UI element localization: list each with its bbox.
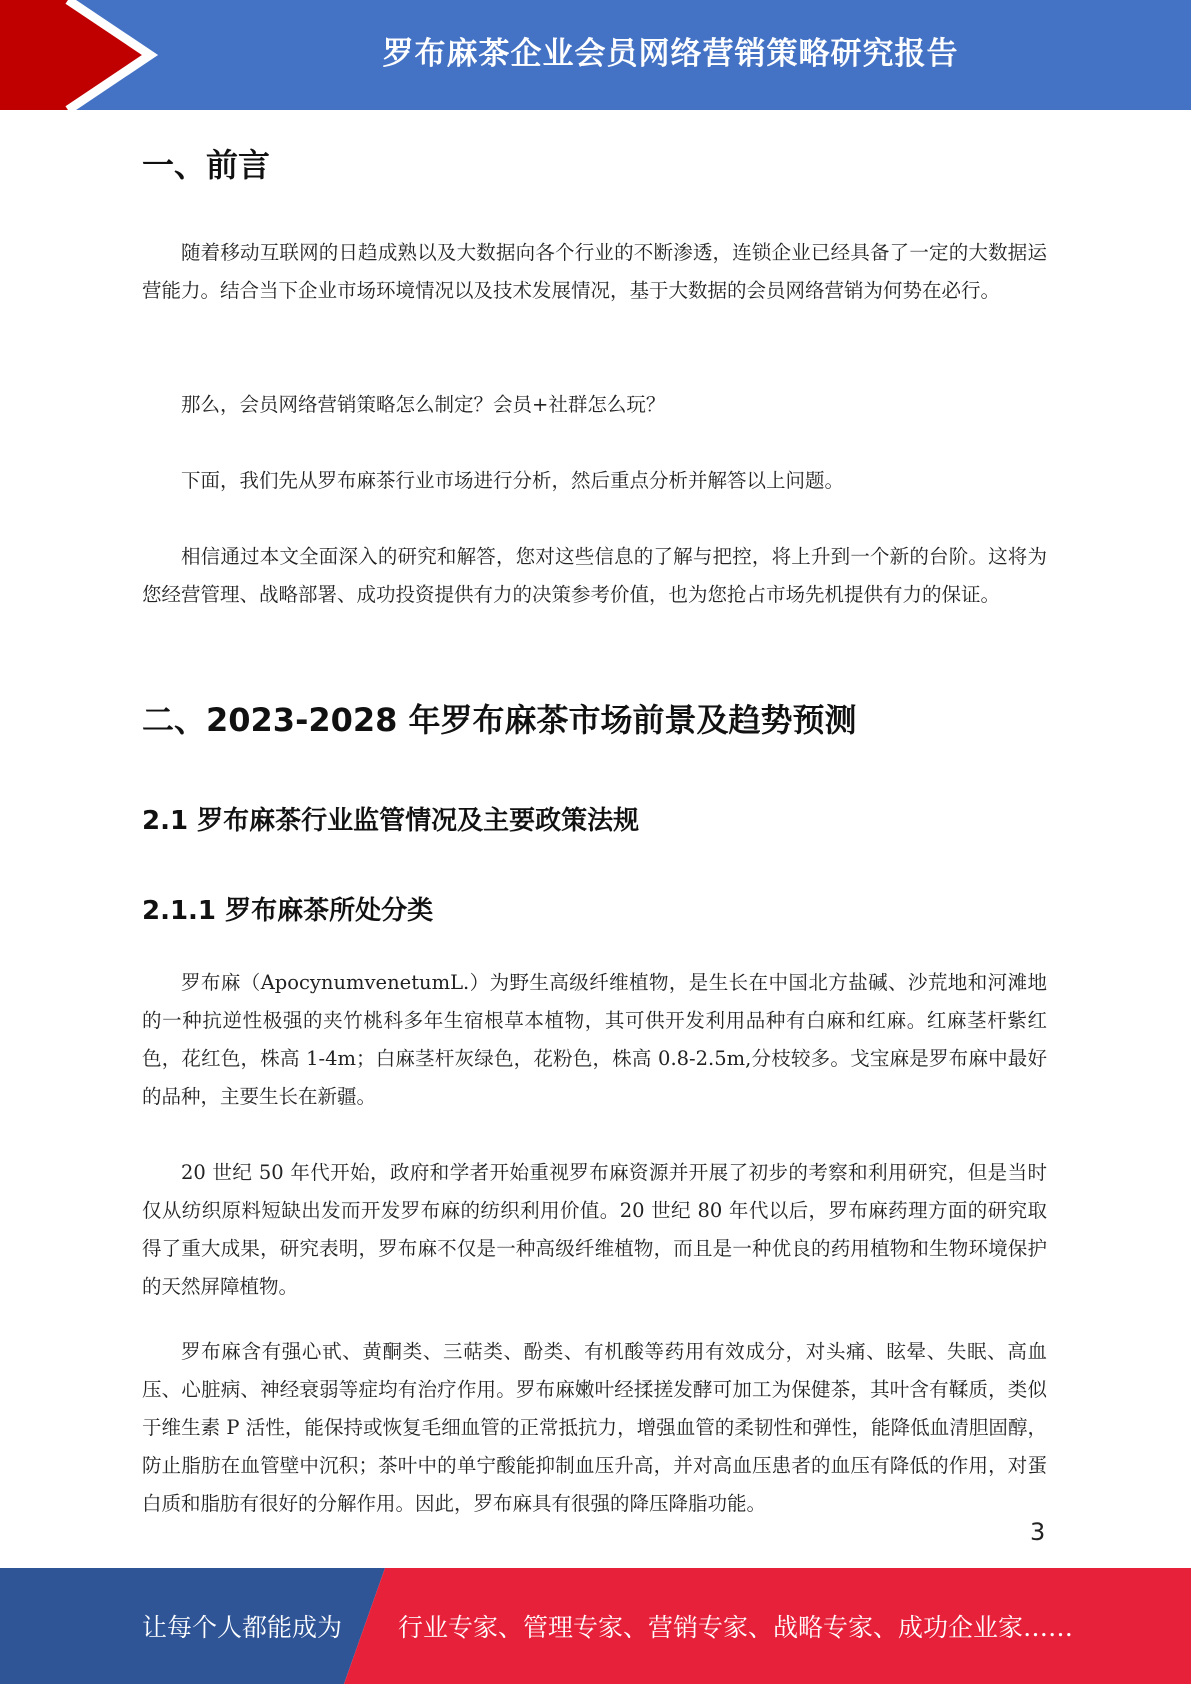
page-footer <box>0 1568 1191 1684</box>
heading-forecast: 二、2023-2028 年罗布麻茶市场前景及趋势预测 <box>142 701 857 739</box>
report-title: 罗布麻茶企业会员网络营销策略研究报告 <box>382 35 959 72</box>
forecast-paragraph-2: 20 世纪 50 年代开始，政府和学者开始重视罗布麻资源并开展了初步的考察和利用研究，但是当时仅从纺织原料短缺出发而开发罗布麻的纺织利用价值。20 世纪 80 年代以后，罗布麻药理方面的研究取得了重大成果，研究表明，罗布麻不仅是一种高级纤维植物，而且是一种优良的药用植物和生物环境保护的天然屏障植物。 <box>142 1161 1047 1298</box>
forecast-paragraph-1: 罗布麻（ApocynumvenetumL.）为野生高级纤维植物，是生长在中国北方盐碱、沙荒地和河滩地的一种抗逆性极强的夹竹桃科多年生宿根草本植物，其可供开发利用品种有白麻和红麻。红麻茎杆紫红色，花红色，株高 1-4m；白麻茎杆灰绿色，花粉色，株高 0.8-2.5m,分枝较多。戈宝麻是罗布麻中最好的品种，主要生长在新疆。 <box>142 971 1047 1108</box>
intro-paragraph-1: 随着移动互联网的日趋成熟以及大数据向各个行业的不断渗透，连锁企业已经具备了一定的大数据运营能力。结合当下企业市场环境情况以及技术发展情况，基于大数据的会员网络营销为何势在必行。 <box>142 241 1047 302</box>
subheading-regulation: 2.1 罗布麻茶行业监管情况及主要政策法规 <box>142 806 640 836</box>
footer-slogan-left: 让每个人都能成为 <box>142 1613 343 1642</box>
heading-intro: 一、前言 <box>142 146 271 184</box>
forecast-paragraph-3: 罗布麻含有强心甙、黄酮类、三萜类、酚类、有机酸等药用有效成分，对头痛、眩晕、失眠、高血压、心脏病、神经衰弱等症均有治疗作用。罗布麻嫩叶经揉搓发酵可加工为保健茶，其叶含有鞣质，类似于维生素 P 活性，能保持或恢复毛细血管的正常抵抗力，增强血管的柔韧性和弹性，能降低血清胆固醇，防止脂肪在血管壁中沉积；茶叶中的单宁酸能抑制血压升高，并对高血压患者的血压有降低的作用，对蛋白质和脂肪有很好的分解作用。因此，罗布麻具有很强的降压降脂功能。 <box>142 1340 1047 1515</box>
page-header <box>0 0 1191 110</box>
page-number: 3 <box>1030 1518 1046 1546</box>
intro-paragraph-3: 下面，我们先从罗布麻茶行业市场进行分析，然后重点分析并解答以上问题。 <box>181 469 845 492</box>
subsubheading-classification: 2.1.1 罗布麻茶所处分类 <box>142 896 434 926</box>
intro-paragraph-2: 那么，会员网络营销策略怎么制定？会员+社群怎么玩？ <box>181 393 666 416</box>
footer-slogan-right: 行业专家、管理专家、营销专家、战略专家、成功企业家…… <box>398 1613 1074 1642</box>
intro-paragraph-4: 相信通过本文全面深入的研究和解答，您对这些信息的了解与把控，将上升到一个新的台阶。这将为您经营管理、战略部署、成功投资提供有力的决策参考价值，也为您抢占市场先机提供有力的保证。 <box>142 545 1047 606</box>
